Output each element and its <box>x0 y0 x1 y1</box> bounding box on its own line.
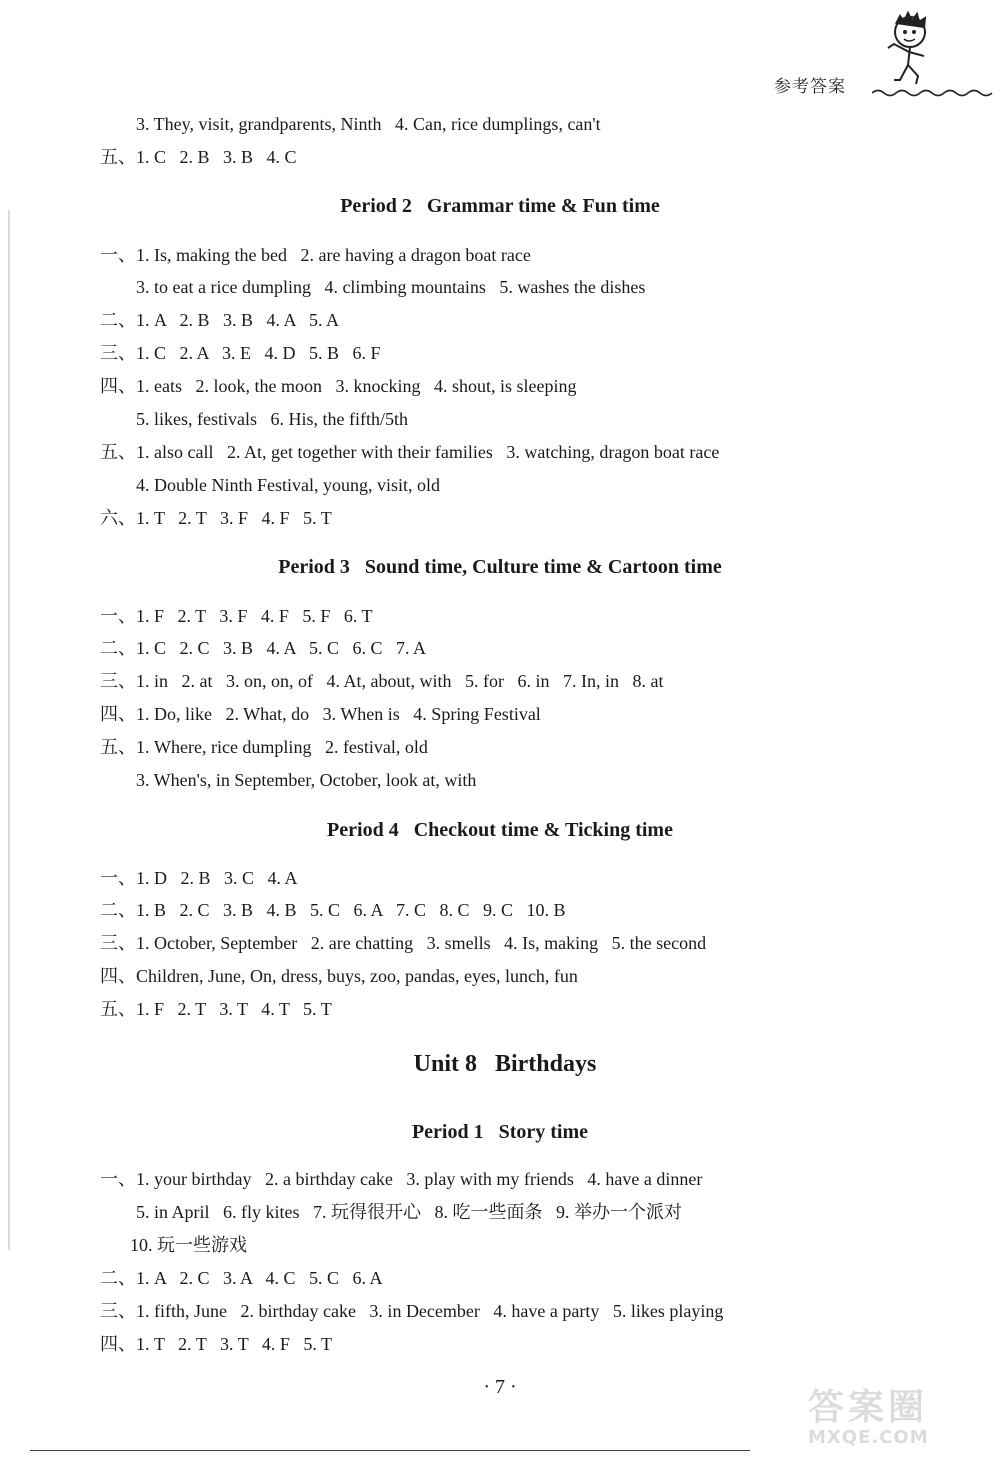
answer-line: 10. 玩一些游戏 <box>130 1235 247 1255</box>
section-heading: Period 4 Checkout time & Ticking time <box>327 819 673 841</box>
answer-line: 一、1. your birthday 2. a birthday cake 3. play with my friends 4. have a dinner <box>100 1169 703 1189</box>
answer-line: 二、1. C 2. C 3. B 4. A 5. C 6. C 7. A <box>100 638 427 658</box>
left-margin-line <box>8 210 10 1250</box>
answer-line: 四、1. eats 2. look, the moon 3. knocking 4. shout, is sleeping <box>100 376 577 396</box>
answer-line: 5. likes, festivals 6. His, the fifth/5th <box>136 409 408 429</box>
section-heading: Period 2 Grammar time & Fun time <box>340 195 660 217</box>
answer-line: 3. to eat a rice dumpling 4. climbing mountains 5. washes the dishes <box>136 277 646 297</box>
watermark-url: MXQE.COM <box>808 1427 929 1448</box>
answer-line: 一、1. D 2. B 3. C 4. A <box>100 868 298 888</box>
page-header <box>760 10 996 110</box>
answer-line: 3. When's, in September, October, look at, with <box>136 770 477 790</box>
bottom-rule <box>30 1450 750 1451</box>
answer-line: 一、1. F 2. T 3. F 4. F 5. F 6. T <box>100 606 373 626</box>
watermark-title: 答案圈 <box>808 1387 929 1428</box>
answer-line: 一、1. Is, making the bed 2. are having a dragon boat race <box>100 245 531 265</box>
answer-line: 四、Children, June, On, dress, buys, zoo, pandas, eyes, lunch, fun <box>100 966 578 986</box>
answer-line: 三、1. fifth, June 2. birthday cake 3. in December 4. have a party 5. likes playing <box>100 1301 724 1321</box>
section-heading: Period 3 Sound time, Culture time & Cartoon time <box>278 556 722 578</box>
answer-line: 二、1. A 2. B 3. B 4. A 5. A <box>100 310 340 330</box>
answer-line: 三、1. in 2. at 3. on, on, of 4. At, about, with 5. for 6. in 7. In, in 8. at <box>100 671 664 691</box>
answer-line: 3. They, visit, grandparents, Ninth 4. Can, rice dumplings, can't <box>136 114 601 134</box>
answer-line: 四、1. Do, like 2. What, do 3. When is 4. Spring Festival <box>100 704 541 724</box>
answer-line: 五、1. also call 2. At, get together with their families 3. watching, dragon boat race <box>100 442 720 462</box>
answer-line: 四、1. T 2. T 3. T 4. F 5. T <box>100 1334 333 1354</box>
answer-line: 4. Double Ninth Festival, young, visit, old <box>136 475 440 495</box>
answer-line: 二、1. B 2. C 3. B 4. B 5. C 6. A 7. C 8. C 9. C 10. B <box>100 900 566 920</box>
page-number: · 7 · <box>483 1376 517 1398</box>
answer-line: 二、1. A 2. C 3. A 4. C 5. C 6. A <box>100 1268 383 1288</box>
cartoon-boy-icon <box>878 10 948 92</box>
watermark-logo <box>808 1388 993 1454</box>
section-heading: Period 1 Story time <box>411 1121 589 1143</box>
answer-line: 三、1. C 2. A 3. E 4. D 5. B 6. F <box>100 343 381 363</box>
wave-divider-icon <box>872 88 996 98</box>
answer-line: 五、1. Where, rice dumpling 2. festival, old <box>100 737 428 757</box>
answer-line: 五、1. F 2. T 3. T 4. T 5. T <box>100 999 332 1019</box>
header-label: 参考答案 <box>774 77 846 97</box>
answer-line: 5. in April 6. fly kites 7. 玩得很开心 8. 吃一些面条 9. 举办一个派对 <box>136 1202 682 1222</box>
unit-heading: Unit 8 Birthdays <box>413 1051 597 1077</box>
answer-line: 六、1. T 2. T 3. F 4. F 5. T <box>100 508 332 528</box>
answer-line: 五、1. C 2. B 3. B 4. C <box>100 147 297 167</box>
answer-line: 三、1. October, September 2. are chatting 3. smells 4. Is, making 5. the second <box>100 933 707 953</box>
